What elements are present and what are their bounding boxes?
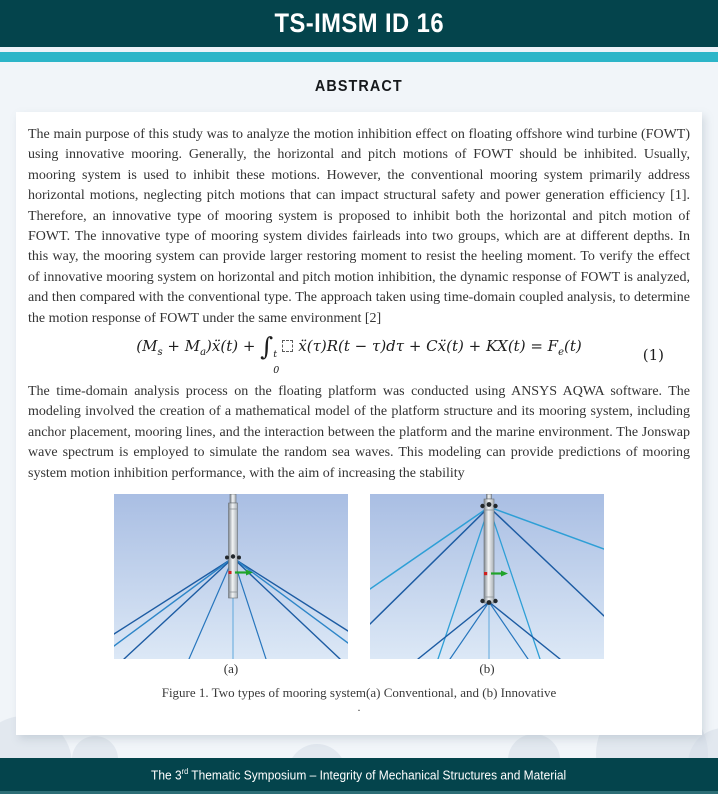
figure-caption-period: . bbox=[357, 700, 361, 715]
abstract-heading-wrap bbox=[0, 62, 718, 112]
abstract-paragraph-2: The time-domain analysis process on the floating platform was conducted using ANSYS AQWA software. The modeling involved the creation of a mathematical model of the platform structure and its mooring system, including anchor placement, mooring lines, and the interaction between the platform and the marine environment. The Jonswap wave spectrum is employed to simulate the random sea waves. This modeling can provide predictions of mooring system motion inhibition performance, with the aim of increasing the stability bbox=[28, 384, 690, 481]
abstract-paragraph-1: The main purpose of this study was to analyze the motion inhibition effect on floating offshore wind turbine (FOWT) using innovative mooring. Generally, the horizontal and pitch motions of FOWT should be inhibited. Usually, mooring system is used to inhibit these motions. However, the conventional mooring system primarily address horizontal motions, neglecting pitch motions that can impact structural safety and power generation efficiency [1]. Therefore, an innovative type of mooring system is proposed to inhibit both the horizontal and pitch motion of FOWT. The innovative type of mooring system divides fairleads into two groups, which are at different depths. In this way, the mooring system can provide larger restoring moment to resist the heeling moment. To verify the effect of innovative mooring system on horizontal and pitch motion inhibition, the dynamic response of FOWT is analyzed, and then compared with the conventional type. The approach taken using time-domain coupled analysis, to determine the motion response of FOWT under the same environment [2] bbox=[28, 127, 690, 326]
spar-platform bbox=[229, 494, 238, 598]
header-bar bbox=[0, 0, 718, 47]
accent-bar bbox=[0, 52, 718, 62]
equation-body: ($M_s$ + $M_a)ẍ(t)$ + ∫ t 0 ẍ(τ)R(t − τ)dτ + Cẍ(t) + $KX(t) = F_e(t)$ bbox=[136, 332, 582, 377]
integral-sign: ∫ bbox=[260, 332, 274, 362]
footer-text: The 3rd Thematic Symposium – Integrity of Mechanical Structures and Material bbox=[151, 766, 567, 783]
figure-a-image bbox=[114, 494, 348, 659]
missing-glyph-box bbox=[282, 340, 293, 352]
abstract-card bbox=[16, 112, 702, 735]
figure-a bbox=[114, 494, 348, 677]
figure-b-image bbox=[370, 494, 604, 659]
footer-bar bbox=[0, 758, 718, 791]
figure-b bbox=[370, 494, 604, 677]
figure-1-images bbox=[28, 494, 690, 677]
abstract-heading: ABSTRACT bbox=[315, 78, 403, 95]
page-title: TS-IMSM ID 16 bbox=[274, 8, 444, 38]
integral-limits: t 0 bbox=[273, 349, 280, 377]
figure-caption: Figure 1. Two types of mooring system(a) Conventional, and (b) Innovative bbox=[161, 685, 557, 701]
figure-a-label: (a) bbox=[223, 661, 239, 677]
figure-b-label: (b) bbox=[479, 661, 495, 677]
equation-number: (1) bbox=[642, 346, 664, 365]
equation-1 bbox=[28, 332, 690, 377]
spar-platform bbox=[484, 494, 494, 603]
